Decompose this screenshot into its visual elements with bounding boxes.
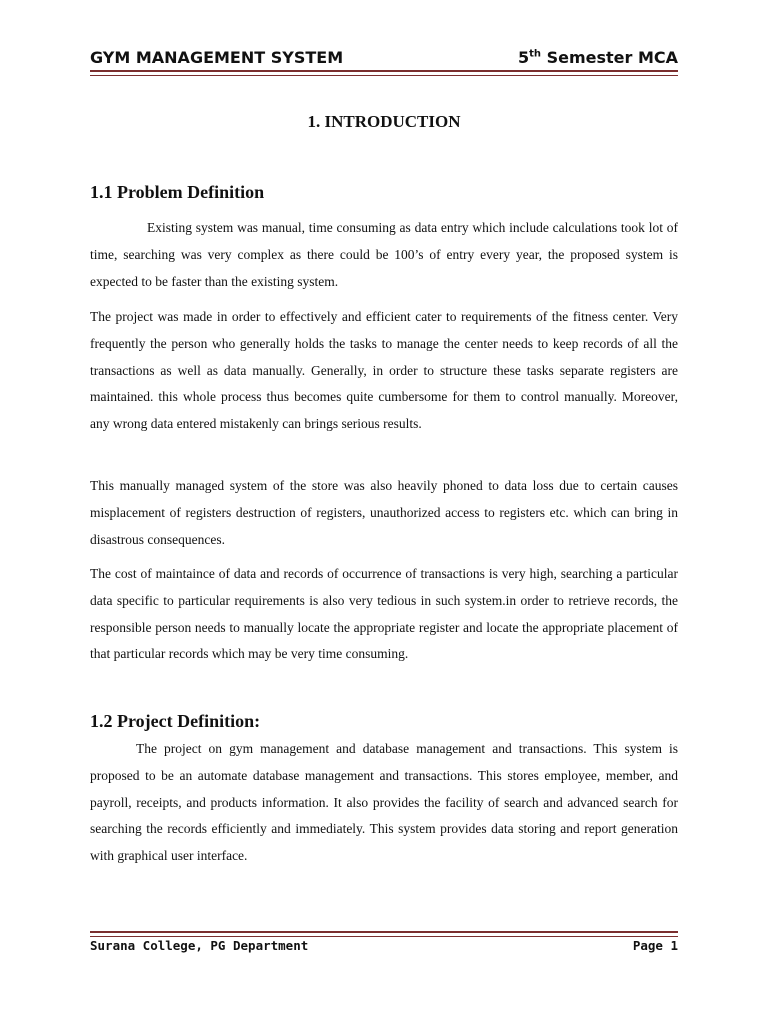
paragraph: The cost of maintaince of data and records of occurrence of transactions is very high, searching a particular data specific to particular requirements is also very tedious in such system.in order to retrieve records, the responsible person needs to manually locate the appropriate register and locate the appropriate placement of that particular records which may be very time consuming. (90, 566, 678, 662)
paragraph: Existing system was manual, time consuming as data entry which include calculations took lot of time, searching was very complex as there could be 100’s of entry every year, the proposed system is expected to be faster than the existing system. (90, 220, 678, 289)
paragraph: The project was made in order to effectively and efficient cater to requirements of the fitness center. Very frequently the person who generally holds the tasks to manage the center needs to keep records of all the transactions as well as data manually. Generally, in order to structure these tasks separate registers are maintained. this whole process thus becomes quite cumbersome for them to control manually. Moreover, any wrong data entered mistakenly can brings serious results. (90, 309, 678, 432)
header-rule (90, 70, 678, 72)
section-heading-project: 1.2 Project Definition: (90, 711, 261, 731)
page-number: Page 1 (632, 938, 678, 953)
footer-department: Surana College, PG Department (90, 938, 309, 953)
page-header (90, 48, 678, 67)
chapter-title: 1. INTRODUCTION (307, 112, 461, 131)
section-heading-problem: 1.1 Problem Definition (90, 182, 265, 202)
page-footer (90, 938, 678, 953)
header-title: GYM MANAGEMENT SYSTEM (90, 48, 344, 67)
paragraph: This manually managed system of the store was also heavily phoned to data loss due to certain causes misplacement of registers destruction of registers, unauthorized access to registers etc. which can bring in disastrous consequences. (90, 478, 678, 547)
header-rule-thin (90, 75, 678, 76)
footer-rule-thin (90, 936, 678, 937)
footer-rule (90, 931, 678, 933)
header-semester: 5th Semester MCA (517, 48, 678, 67)
paragraph: The project on gym management and database management and transactions. This system is proposed to be an automate database management and transactions. This stores employee, member, and payroll, receipts, and products information. It also provides the facility of search and advanced search for searching the records efficiently and immediately. This system provides data storing and report generation with graphical user interface. (90, 741, 678, 864)
